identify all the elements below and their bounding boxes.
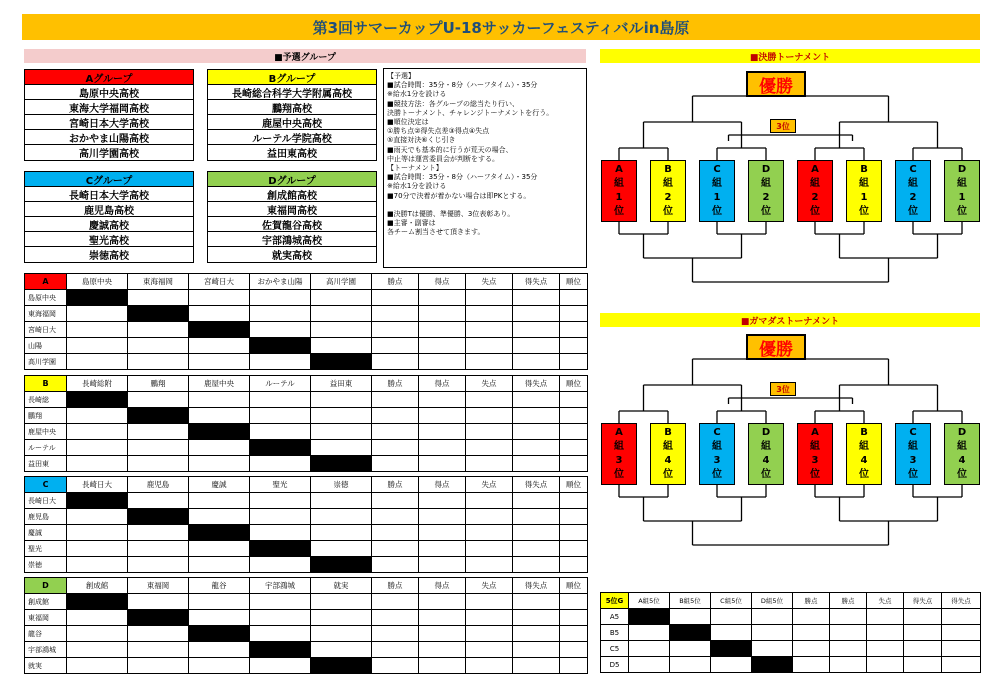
- stat-header: 勝点: [372, 376, 419, 392]
- group-d-team: 佐賀龍谷高校: [208, 217, 376, 232]
- group-d-label: Dグループ: [208, 172, 376, 187]
- group-a-team: 高川学園高校: [79, 149, 139, 160]
- bracket-team-char: D: [957, 427, 967, 438]
- league-row-team: 鵬翔: [25, 408, 67, 424]
- bracket-team-char: 位: [810, 206, 820, 217]
- bracket-team-slot: [650, 423, 686, 485]
- stat-header: 順位: [560, 274, 588, 290]
- group-c-team: 崇徳高校: [89, 251, 129, 262]
- bracket-team-char: B: [860, 164, 868, 175]
- bracket-team-char: C: [909, 164, 917, 175]
- bracket-team-char: 組: [810, 178, 820, 189]
- rules-note-line: ①勝ち点②得失点差③得点④失点: [387, 127, 490, 136]
- bracket-team-char: 3: [811, 455, 819, 466]
- yosen-heading: ■予選グループ: [24, 49, 586, 63]
- stat-header: 失点: [466, 376, 513, 392]
- stat-header: 得点: [419, 274, 466, 290]
- stat-header: 得点: [419, 376, 466, 392]
- stat-header: 得失点: [513, 274, 560, 290]
- bracket-team-slot: [748, 423, 784, 485]
- bracket-team-char: 組: [663, 441, 673, 452]
- bracket-team-char: 位: [957, 469, 967, 480]
- group-b-team: 鵬翔高校: [208, 100, 376, 115]
- stat-header: 得点: [419, 578, 466, 594]
- bracket-team-char: 組: [712, 441, 722, 452]
- fifth-row-team: A5: [601, 609, 629, 625]
- bracket-team-char: 組: [859, 178, 869, 189]
- league-col-header: 長崎総附: [67, 376, 128, 392]
- group-d-team: 創成館高校: [208, 187, 376, 202]
- bracket-team-char: 組: [957, 441, 967, 452]
- stat-header: 勝点: [793, 593, 830, 609]
- bracket-team-char: 位: [663, 206, 673, 217]
- league-col-header: 島原中央: [67, 274, 128, 290]
- bracket-team-slot: [601, 423, 637, 485]
- league-row-team: 島原中央: [25, 290, 67, 306]
- league-row-team: 聖光: [25, 541, 67, 557]
- rules-note-line: 各チーム割当させて頂きます。: [387, 228, 485, 237]
- bracket-team-char: D: [761, 427, 771, 438]
- league-row-team: 崇徳: [25, 557, 67, 573]
- league-row-team: 創成館: [25, 594, 67, 610]
- rules-note-line: ■雨天でも基本的に行うが荒天の場合、: [387, 145, 513, 154]
- bracket-team-char: 4: [664, 455, 672, 466]
- bracket-team-char: 位: [908, 469, 918, 480]
- bracket-team-char: 3: [615, 455, 623, 466]
- group-c-team: 長崎日本大学高校: [25, 187, 193, 202]
- bracket-team-char: 1: [860, 192, 868, 203]
- bracket-team-char: C: [909, 427, 917, 438]
- bracket-team-char: C: [713, 164, 721, 175]
- bracket-team-char: 1: [958, 192, 966, 203]
- bracket-team-char: 組: [761, 441, 771, 452]
- bracket-team-char: 位: [614, 206, 624, 217]
- bracket-team-char: 位: [761, 206, 771, 217]
- group-b-team: ルーテル学院高校: [208, 130, 376, 145]
- bracket-team-char: 2: [664, 192, 672, 203]
- group-a-team: 島原中央高校: [25, 85, 193, 100]
- fifth-col-header: D組5位: [752, 593, 793, 609]
- bracket-team-slot: [846, 423, 882, 485]
- group-d-team: 東福岡高校: [208, 202, 376, 217]
- stat-header: 順位: [560, 376, 588, 392]
- bracket-team-char: 位: [761, 469, 771, 480]
- league-col-header: 鹿児島: [128, 477, 189, 493]
- group-c-team: 鹿児島高校: [25, 202, 193, 217]
- league-row-team: 鹿屋中央: [25, 424, 67, 440]
- stat-header: 得失点: [942, 593, 981, 609]
- rules-note-line: ■試合時間：35分・8分（ハーフタイム）・35分: [387, 81, 538, 90]
- bracket-team-slot: [895, 423, 931, 485]
- league-group-label: D: [25, 578, 67, 594]
- league-row-team: 鹿児島: [25, 509, 67, 525]
- rules-note-line: 中止等は運営委員会が判断をする。: [387, 154, 499, 163]
- gamada_bracket-winner-box: 優勝: [746, 334, 806, 360]
- bracket-team-char: 位: [712, 206, 722, 217]
- bracket-team-char: 組: [908, 441, 918, 452]
- bracket-team-char: 位: [957, 206, 967, 217]
- league-row-team: 益田東: [25, 456, 67, 472]
- bracket-team-char: 位: [908, 206, 918, 217]
- stat-header: 得失点: [513, 477, 560, 493]
- bracket-team-char: 4: [762, 455, 770, 466]
- league-col-header: 鹿屋中央: [189, 376, 250, 392]
- stat-header: 失点: [466, 578, 513, 594]
- bracket-team-char: 位: [663, 469, 673, 480]
- bracket-team-char: 4: [958, 455, 966, 466]
- league-col-header: 長崎日大: [67, 477, 128, 493]
- league-col-header: 東福岡: [128, 578, 189, 594]
- rules-note-line: ■競技方法：各グループの総当たり行い、: [387, 99, 520, 108]
- league-row-team: 宇部鴻城: [25, 642, 67, 658]
- bracket-team-char: 組: [663, 178, 673, 189]
- stat-header: 勝点: [372, 578, 419, 594]
- bracket-team-char: A: [811, 427, 819, 438]
- league-row-team: 山陽: [25, 338, 67, 354]
- bracket-team-char: 組: [810, 441, 820, 452]
- final-heading: ■決勝トーナメント: [600, 49, 980, 63]
- fifth-group-label: 5位G: [601, 593, 629, 609]
- bracket-team-char: D: [957, 164, 967, 175]
- bracket-team-char: 4: [860, 455, 868, 466]
- group-d-team: 宇部鴻城高校: [208, 232, 376, 247]
- league-group-label: B: [25, 376, 67, 392]
- bracket-team-char: 3: [909, 455, 917, 466]
- group-c-label: Cグループ: [25, 172, 193, 187]
- gamada_bracket-third-box: 3位: [770, 382, 796, 396]
- bracket-team-char: B: [860, 427, 868, 438]
- league-col-header: 龍谷: [189, 578, 250, 594]
- rules-note-line: ■主審・副審は: [387, 219, 436, 228]
- rules-note-line: ■決勝Tは優勝、準優勝、3位表彰あり。: [387, 210, 515, 219]
- bracket-team-char: 位: [614, 469, 624, 480]
- league-row-team: 龍谷: [25, 626, 67, 642]
- league-col-header: 宮崎日大: [189, 274, 250, 290]
- league-col-header: 崇徳: [311, 477, 372, 493]
- rules-note-line: 【予選】: [387, 72, 415, 80]
- league-col-header: 高川学園: [311, 274, 372, 290]
- league-col-header: 東海福岡: [128, 274, 189, 290]
- bracket-team-char: 2: [909, 192, 917, 203]
- group-a-label: Aグループ: [25, 70, 193, 85]
- bracket-team-char: 組: [614, 178, 624, 189]
- group-a-team: おかやま山陽高校: [25, 130, 193, 145]
- fifth-row-team: D5: [601, 657, 629, 673]
- stat-header: 勝点: [372, 477, 419, 493]
- rules-note-line: 【トーナメント】: [387, 164, 443, 173]
- bracket-team-char: A: [615, 164, 623, 175]
- league-row-team: 就実: [25, 658, 67, 674]
- league-row-team: 東福岡: [25, 610, 67, 626]
- stat-header: 失点: [466, 477, 513, 493]
- stat-header: 得失点: [513, 376, 560, 392]
- league-group-label: A: [25, 274, 67, 290]
- stat-header: 勝点: [830, 593, 867, 609]
- league-col-header: 就実: [311, 578, 372, 594]
- bracket-team-char: 2: [762, 192, 770, 203]
- bracket-team-char: B: [664, 427, 672, 438]
- bracket-team-char: 1: [615, 192, 623, 203]
- stat-header: 順位: [560, 477, 588, 493]
- stat-header: 得失点: [513, 578, 560, 594]
- final_bracket-third-box: 3位: [770, 119, 796, 133]
- group-c-team: 慶誠高校: [25, 217, 193, 232]
- fifth-row-team: C5: [601, 641, 629, 657]
- group-b-team: 長崎総合科学大学附属高校: [208, 85, 376, 100]
- stat-header: 失点: [466, 274, 513, 290]
- league-col-header: おかやま山陽: [250, 274, 311, 290]
- rules-note-line: 決勝トーナメント、チャレンジトーナメントを行う。: [387, 108, 554, 117]
- bracket-team-char: A: [615, 427, 623, 438]
- bracket-team-char: 位: [859, 206, 869, 217]
- bracket-team-char: B: [664, 164, 672, 175]
- league-row-team: 長崎日大: [25, 493, 67, 509]
- group-b-team: 益田東高校: [267, 149, 317, 160]
- bracket-team-char: 組: [614, 441, 624, 452]
- bracket-team-char: 組: [957, 178, 967, 189]
- gamada-heading: ■ガマダストーナメント: [600, 313, 980, 327]
- league-col-header: 聖光: [250, 477, 311, 493]
- group-c-team: 聖光高校: [25, 232, 193, 247]
- rules-note-line: ■70分で決着が着かない場合は即PKとする。: [387, 191, 531, 200]
- fifth-row-team: B5: [601, 625, 629, 641]
- bracket-team-char: 位: [810, 469, 820, 480]
- bracket-team-char: 3: [713, 455, 721, 466]
- rules-note-line: ■順位決定は: [387, 118, 429, 127]
- rules-note-line: ■試合時間：35分・8分（ハーフタイム）・35分: [387, 173, 538, 182]
- league-group-label: C: [25, 477, 67, 493]
- league-col-header: 創成館: [67, 578, 128, 594]
- bracket-team-slot: [699, 423, 735, 485]
- stat-header: 得点: [419, 477, 466, 493]
- final_bracket-winner-box: 優勝: [746, 71, 806, 97]
- league-col-header: 慶誠: [189, 477, 250, 493]
- league-row-team: 高川学園: [25, 354, 67, 370]
- stat-header: 得失点: [904, 593, 942, 609]
- bracket-team-char: 組: [712, 178, 722, 189]
- league-col-header: 益田東: [311, 376, 372, 392]
- stat-header: 失点: [867, 593, 904, 609]
- league-row-team: 慶誠: [25, 525, 67, 541]
- bracket-team-slot: [944, 423, 980, 485]
- fifth-col-header: C組5位: [711, 593, 752, 609]
- bracket-team-char: 位: [712, 469, 722, 480]
- bracket-team-char: 位: [859, 469, 869, 480]
- stat-header: 勝点: [372, 274, 419, 290]
- bracket-team-char: 組: [859, 441, 869, 452]
- bracket-team-char: 1: [713, 192, 721, 203]
- group-d-team: 就実高校: [272, 251, 312, 262]
- rules-note-line: ※給水1分を設ける: [387, 90, 447, 99]
- group-a-team: 東海大学福岡高校: [25, 100, 193, 115]
- bracket-team-char: A: [811, 164, 819, 175]
- bracket-team-char: C: [713, 427, 721, 438]
- league-row-team: ルーテル: [25, 440, 67, 456]
- bracket-team-char: 組: [908, 178, 918, 189]
- league-row-team: 東海福岡: [25, 306, 67, 322]
- group-b-label: Bグループ: [208, 70, 376, 85]
- bracket-team-char: D: [761, 164, 771, 175]
- bracket-team-char: 2: [811, 192, 819, 203]
- rules-note-line: ※給水1分を設ける: [387, 182, 447, 191]
- league-col-header: ルーテル: [250, 376, 311, 392]
- group-a-team: 宮崎日本大学高校: [25, 115, 193, 130]
- rules-note-line: ⑤直接対決⑥くじ引き: [387, 136, 456, 145]
- bracket-team-char: 組: [761, 178, 771, 189]
- league-col-header: 鵬翔: [128, 376, 189, 392]
- league-row-team: 宮崎日大: [25, 322, 67, 338]
- fifth-col-header: A組5位: [629, 593, 670, 609]
- bracket-team-slot: [797, 423, 833, 485]
- page-title: 第3回サマーカップU-18サッカーフェスティバルin島原: [22, 14, 980, 40]
- stat-header: 順位: [560, 578, 588, 594]
- group-b-team: 鹿屋中央高校: [208, 115, 376, 130]
- fifth-col-header: B組5位: [670, 593, 711, 609]
- league-row-team: 長崎総: [25, 392, 67, 408]
- league-col-header: 宇部鴻城: [250, 578, 311, 594]
